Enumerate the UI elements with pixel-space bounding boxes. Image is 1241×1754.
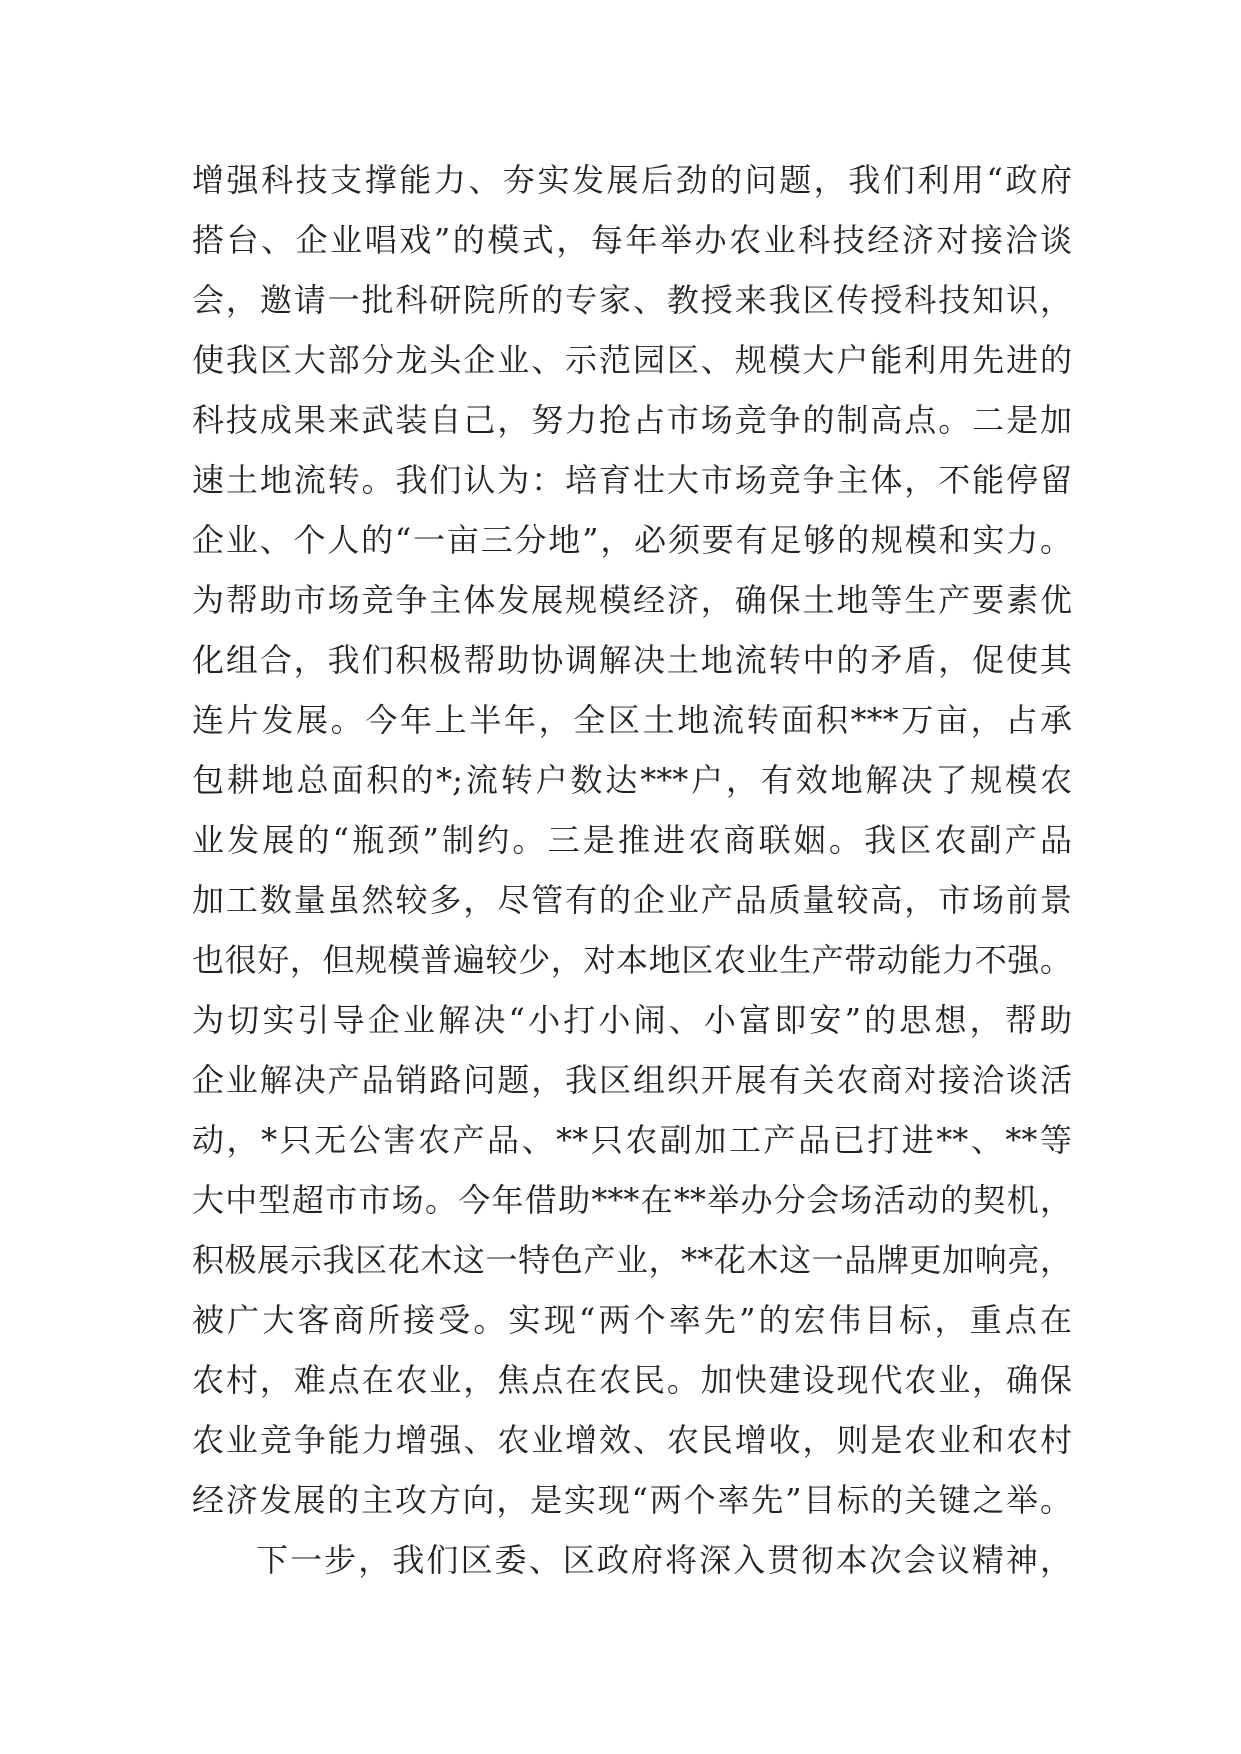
text-line: 搭台、企业唱戏”的模式，每年举办农业科技经济对接洽谈: [192, 221, 1072, 259]
paragraph-start-line: 下一步，我们区委、区政府将深入贯彻本次会议精神，: [256, 1541, 1072, 1579]
text-line: 速土地流转。我们认为：培育壮大市场竞争主体，不能停留: [192, 461, 1072, 499]
text-line: 为切实引导企业解决“小打小闹、小富即安”的思想，帮助: [192, 1001, 1072, 1039]
text-line: 积极展示我区花木这一特色产业，**花木这一品牌更加响亮，: [192, 1241, 1072, 1279]
text-line: 会，邀请一批科研院所的专家、教授来我区传授科技知识，: [192, 281, 1072, 319]
text-line: 企业解决产品销路问题，我区组织开展有关农商对接洽谈活: [192, 1061, 1072, 1099]
text-line: 被广大客商所接受。实现“两个率先”的宏伟目标，重点在: [192, 1301, 1072, 1339]
text-line: 化组合，我们积极帮助协调解决土地流转中的矛盾，促使其: [192, 641, 1072, 679]
text-line: 经济发展的主攻方向，是实现“两个率先”目标的关键之举。: [192, 1481, 1072, 1519]
text-line: 动，*只无公害农产品、**只农副加工产品已打进**、**等: [192, 1121, 1072, 1159]
text-line: 大中型超市市场。今年借助***在**举办分会场活动的契机，: [192, 1181, 1072, 1219]
text-line: 企业、个人的“一亩三分地”，必须要有足够的规模和实力。: [192, 521, 1072, 559]
text-line: 业发展的“瓶颈”制约。三是推进农商联姻。我区农副产品: [192, 821, 1072, 859]
text-line: 科技成果来武装自己，努力抢占市场竞争的制高点。二是加: [192, 401, 1072, 439]
text-line: 加工数量虽然较多，尽管有的企业产品质量较高，市场前景: [192, 881, 1072, 919]
text-line: 为帮助市场竞争主体发展规模经济，确保土地等生产要素优: [192, 581, 1072, 619]
text-line: 使我区大部分龙头企业、示范园区、规模大户能利用先进的: [192, 341, 1072, 379]
text-line: 也很好，但规模普遍较少，对本地区农业生产带动能力不强。: [192, 941, 1072, 979]
text-line: 包耕地总面积的*;流转户数达***户，有效地解决了规模农: [192, 761, 1072, 799]
text-line: 增强科技支撑能力、夯实发展后劲的问题，我们利用“政府: [192, 161, 1072, 199]
text-line: 农村，难点在农业，焦点在农民。加快建设现代农业，确保: [192, 1361, 1072, 1399]
body-text: [192, 150, 1072, 1590]
text-line: 连片发展。今年上半年，全区土地流转面积***万亩，占承: [192, 701, 1072, 739]
text-line: 农业竞争能力增强、农业增效、农民增收，则是农业和农村: [192, 1421, 1072, 1459]
